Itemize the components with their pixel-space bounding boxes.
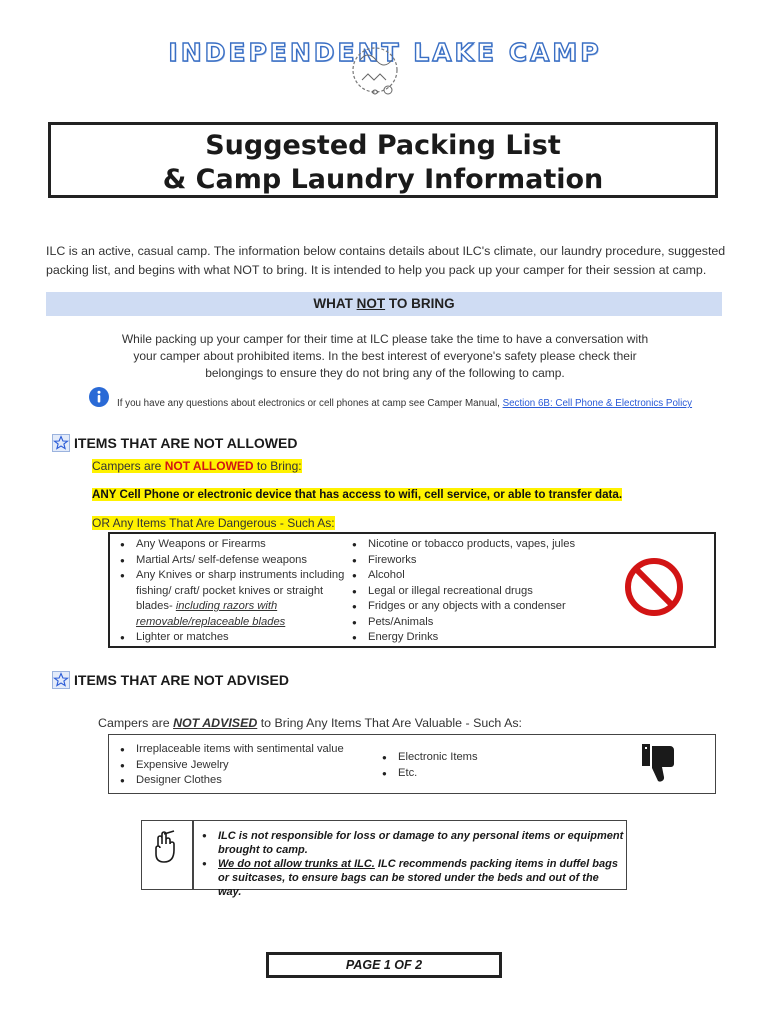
list-item: ● Electronic Items bbox=[380, 750, 560, 766]
logo-doodle-icon bbox=[340, 40, 410, 102]
campers-are-text: Campers are bbox=[98, 716, 174, 730]
dangerous-items-text: OR Any Items That Are Dangerous - Such As: bbox=[92, 516, 335, 530]
not-allowed-list-left bbox=[118, 537, 346, 646]
note-divider bbox=[192, 820, 194, 890]
knives-text: Any Knives or sharp instruments including fishing/ craft/ pocket knives or straight blades- bbox=[136, 569, 345, 612]
campers-are-text: Campers are bbox=[92, 459, 165, 473]
list-item bbox=[118, 568, 346, 630]
prohibited-sign-icon bbox=[624, 557, 684, 617]
title-line-1: Suggested Packing List bbox=[205, 130, 561, 161]
bar-text-not: NOT bbox=[356, 296, 386, 311]
list-item: ● Pets/Animals bbox=[350, 615, 590, 631]
page-number: PAGE 1 OF 2 bbox=[266, 952, 502, 978]
note-list bbox=[200, 829, 624, 899]
to-bring-text: to Bring: bbox=[253, 459, 302, 473]
list-item bbox=[200, 857, 624, 899]
not-advised-list-right bbox=[380, 750, 560, 781]
logo-text: INDEPENDENT LAKE CAMP bbox=[168, 38, 602, 67]
list-item: ● Legal or illegal recreational drugs bbox=[350, 584, 590, 600]
not-advised-heading: ITEMS THAT ARE NOT ADVISED bbox=[74, 672, 289, 688]
not-advised-list-left bbox=[118, 742, 358, 789]
not-allowed-list-right bbox=[350, 537, 590, 646]
what-not-to-bring-bar bbox=[46, 292, 722, 316]
title-box bbox=[48, 122, 718, 198]
info-note bbox=[117, 398, 757, 409]
list-item: ● Martial Arts/ self-defense weapons bbox=[118, 553, 346, 569]
list-item: ● ILC is not responsible for loss or damage to any personal items or equipment brought to camp. bbox=[200, 829, 624, 857]
camper-manual-link[interactable]: Section 6B: Cell Phone & Electronics Policy bbox=[502, 398, 693, 409]
not-advised-emphasis: NOT ADVISED bbox=[173, 716, 258, 730]
not-allowed-heading: ITEMS THAT ARE NOT ALLOWED bbox=[74, 435, 298, 451]
list-item: ● Fireworks bbox=[350, 553, 590, 569]
list-item: ● Designer Clothes bbox=[118, 773, 358, 789]
razors-text: including razors with removable/replaceable blades bbox=[136, 600, 286, 628]
star-icon bbox=[52, 434, 70, 452]
duffel-bags-text: ILC recommends packing items in duffel bags or suitcases, to ensure bags can be stored under the beds and out of the way. bbox=[218, 858, 618, 898]
cell-phone-rule bbox=[92, 488, 622, 501]
bar-text-post: TO BRING bbox=[385, 296, 455, 311]
no-trunks-text: We do not allow trunks at ILC. bbox=[218, 858, 375, 870]
valuable-items-text: to Bring Any Items That Are Valuable - Such As: bbox=[257, 716, 522, 730]
cell-phone-rule-rest: or electronic device that has access to wifi, cell service, or able to transfer data. bbox=[179, 488, 623, 501]
star-icon bbox=[52, 671, 70, 689]
list-item: ● Energy Drinks bbox=[350, 630, 590, 646]
not-allowed-intro bbox=[92, 459, 302, 473]
title-line-2: & Camp Laundry Information bbox=[162, 164, 604, 195]
info-icon bbox=[89, 387, 109, 407]
list-item: ● Fridges or any objects with a condenser bbox=[350, 599, 590, 615]
list-item: ● Etc. bbox=[380, 766, 560, 782]
not-advised-intro bbox=[98, 716, 522, 730]
not-allowed-emphasis: NOT ALLOWED bbox=[164, 459, 254, 473]
list-item: ● Any Weapons or Firearms bbox=[118, 537, 346, 553]
crossed-fingers-icon bbox=[150, 830, 184, 866]
bar-text-pre: WHAT bbox=[313, 296, 357, 311]
thumbs-down-icon bbox=[640, 742, 680, 786]
intro-paragraph: ILC is an active, casual camp. The information below contains details about ILC's climate, our laundry procedure, suggested packing list, and begins with what NOT to bring. It is intended to help you pack up your camper for their session at camp. bbox=[46, 244, 726, 277]
prohibited-conversation-paragraph: While packing up your camper for their time at ILC please take the time to have a conversation with your camper about prohibited items. In the best interest of everyone's safety please check their belongings to ensure they do not bring any of the following to camp. bbox=[121, 332, 649, 380]
info-note-text: If you have any questions about electronics or cell phones at camp see Camper Manual, bbox=[117, 398, 503, 409]
list-item: ● Lighter or matches bbox=[118, 630, 346, 646]
list-item: ● Nicotine or tobacco products, vapes, jules bbox=[350, 537, 590, 553]
list-item: ● Irreplaceable items with sentimental value bbox=[118, 742, 358, 758]
list-item: ● Expensive Jewelry bbox=[118, 758, 358, 774]
dangerous-items-intro bbox=[92, 516, 335, 530]
any-cell-phone-text: ANY Cell Phone bbox=[92, 488, 180, 501]
list-item: ● Alcohol bbox=[350, 568, 590, 584]
